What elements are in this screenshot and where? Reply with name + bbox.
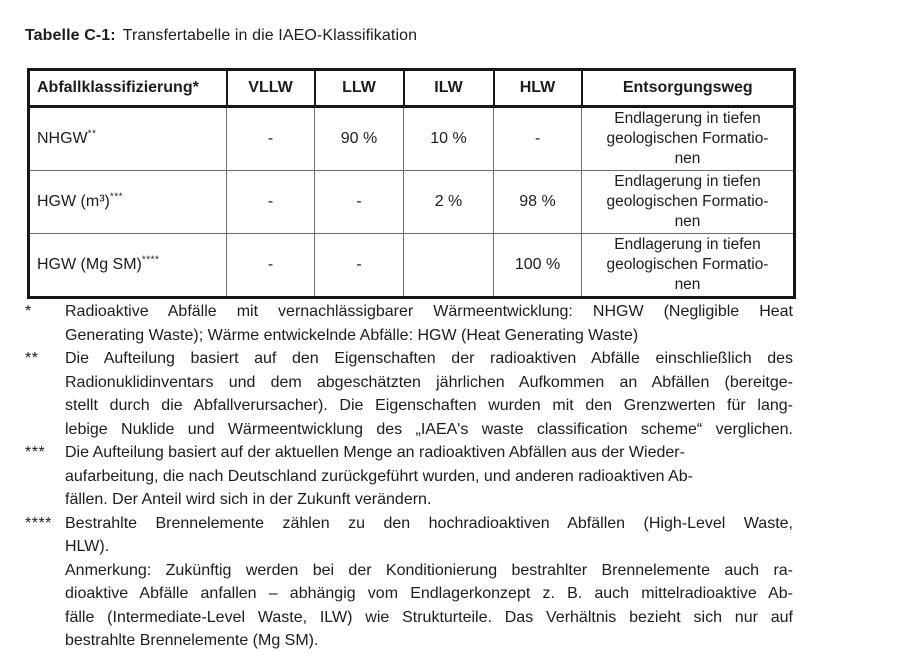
page-title bbox=[25, 27, 417, 45]
footnote-line: lebige Nuklide und Wärmeentwicklung des „IAEA's waste classification scheme“ verglichen. bbox=[65, 420, 793, 438]
row-label: HGW (m³) bbox=[37, 193, 110, 210]
cell-hlw: 98 % bbox=[494, 171, 582, 234]
column-header-abfallklassifizierung: Abfallklassifizierung* bbox=[29, 70, 227, 107]
footnote-line: aufarbeitung, die nach Deutschland zurückgeführt wurden, und anderen radioaktiven Ab- bbox=[65, 467, 693, 485]
table-caption-text: Transfertabelle in die IAEO-Klassifikation bbox=[122, 27, 418, 44]
cell-hlw: - bbox=[494, 107, 582, 171]
column-header-ilw: ILW bbox=[404, 70, 494, 107]
footnote-asterisk-1 bbox=[25, 300, 793, 347]
cell-label bbox=[29, 234, 227, 298]
footnote-asterisk-3 bbox=[25, 441, 793, 512]
cell-vllw: - bbox=[227, 171, 315, 234]
footnote-asterisk-2 bbox=[25, 347, 793, 441]
table-row bbox=[29, 234, 795, 298]
cell-llw: 90 % bbox=[315, 107, 404, 171]
transfer-table bbox=[27, 68, 796, 299]
cell-ilw: 10 % bbox=[404, 107, 494, 171]
footnote-reference: ** bbox=[87, 128, 97, 140]
row-label: NHGW bbox=[37, 130, 88, 147]
table-caption-label: Tabelle C-1: bbox=[25, 27, 116, 44]
footnote-reference: **** bbox=[141, 254, 160, 266]
column-header-vllw: VLLW bbox=[227, 70, 315, 107]
table-row bbox=[29, 171, 795, 234]
cell-vllw: - bbox=[227, 107, 315, 171]
footnotes-section bbox=[25, 300, 793, 653]
cell-entsorgungsweg: Endlagerung in tiefen geologischen Formatio- nen bbox=[582, 107, 795, 171]
footnote-marker: **** bbox=[25, 514, 52, 532]
table-row bbox=[29, 107, 795, 171]
footnote-line: Die Aufteilung basiert auf der aktuellen Menge an radioaktiven Abfällen aus der Wieder- bbox=[65, 444, 685, 461]
column-header-llw: LLW bbox=[315, 70, 404, 107]
cell-label bbox=[29, 171, 227, 234]
cell-llw: - bbox=[315, 171, 404, 234]
footnote-line: stellt durch die Abfallverursacher). Die Eigenschaften wurden mit den Grenzwerten für lang- bbox=[65, 397, 793, 414]
cell-ilw bbox=[404, 234, 494, 298]
footnote-marker: * bbox=[25, 303, 32, 320]
footnote-reference: *** bbox=[109, 191, 124, 203]
cell-ilw: 2 % bbox=[404, 171, 494, 234]
cell-entsorgungsweg: Endlagerung in tiefen geologischen Formatio- nen bbox=[582, 171, 795, 234]
footnote-line: fällen. Der Anteil wird sich in der Zukunft verändern. bbox=[65, 491, 432, 508]
footnote-marker: *** bbox=[25, 444, 46, 461]
cell-hlw: 100 % bbox=[494, 234, 582, 298]
cell-entsorgungsweg: Endlagerung in tiefen geologischen Formatio- nen bbox=[582, 234, 795, 298]
footnote-line: dioaktive Abfälle anfallen – abhängig vom Endlagerkonzept z. B. auch mittelradioaktive Ab- bbox=[65, 585, 793, 602]
footnote-line: Radionuklidinventars und dem abgeschätzten jährlichen Aufkommen an Abfällen (bereitge- bbox=[65, 373, 793, 391]
footnote-marker: ** bbox=[25, 350, 39, 367]
column-header-hlw: HLW bbox=[494, 70, 582, 107]
table-header-row bbox=[29, 70, 795, 107]
column-header-entsorgungsweg: Entsorgungsweg bbox=[582, 70, 795, 107]
footnote-asterisk-4 bbox=[25, 512, 793, 653]
footnote-line: Radioaktive Abfälle mit vernachlässigbarer Wärmeentwicklung: NHGW (Negligible Heat bbox=[65, 303, 793, 320]
footnote-line: Generating Waste); Wärme entwickelnde Abfälle: HGW (Heat Generating Waste) bbox=[65, 326, 639, 344]
footnote-line: Anmerkung: Zukünftig werden bei der Konditionierung bestrahlter Brennelemente auch ra- bbox=[65, 561, 793, 579]
footnote-line: HLW). bbox=[65, 538, 110, 555]
footnote-line: fälle (Intermediate-Level Waste, ILW) wie Strukturteile. Das Verhältnis bezieht sich nur auf bbox=[65, 608, 793, 626]
footnote-line: bestrahlte Brennelemente (Mg SM). bbox=[65, 632, 319, 649]
footnote-line: Die Aufteilung basiert auf den Eigenschaften der radioaktiven Abfälle einschließlich des bbox=[65, 350, 793, 367]
cell-llw: - bbox=[315, 234, 404, 298]
row-label: HGW (Mg SM) bbox=[37, 256, 142, 273]
cell-vllw: - bbox=[227, 234, 315, 298]
cell-label bbox=[29, 107, 227, 171]
footnote-line: Bestrahlte Brennelemente zählen zu den hochradioaktiven Abfällen (High-Level Waste, bbox=[65, 514, 793, 532]
